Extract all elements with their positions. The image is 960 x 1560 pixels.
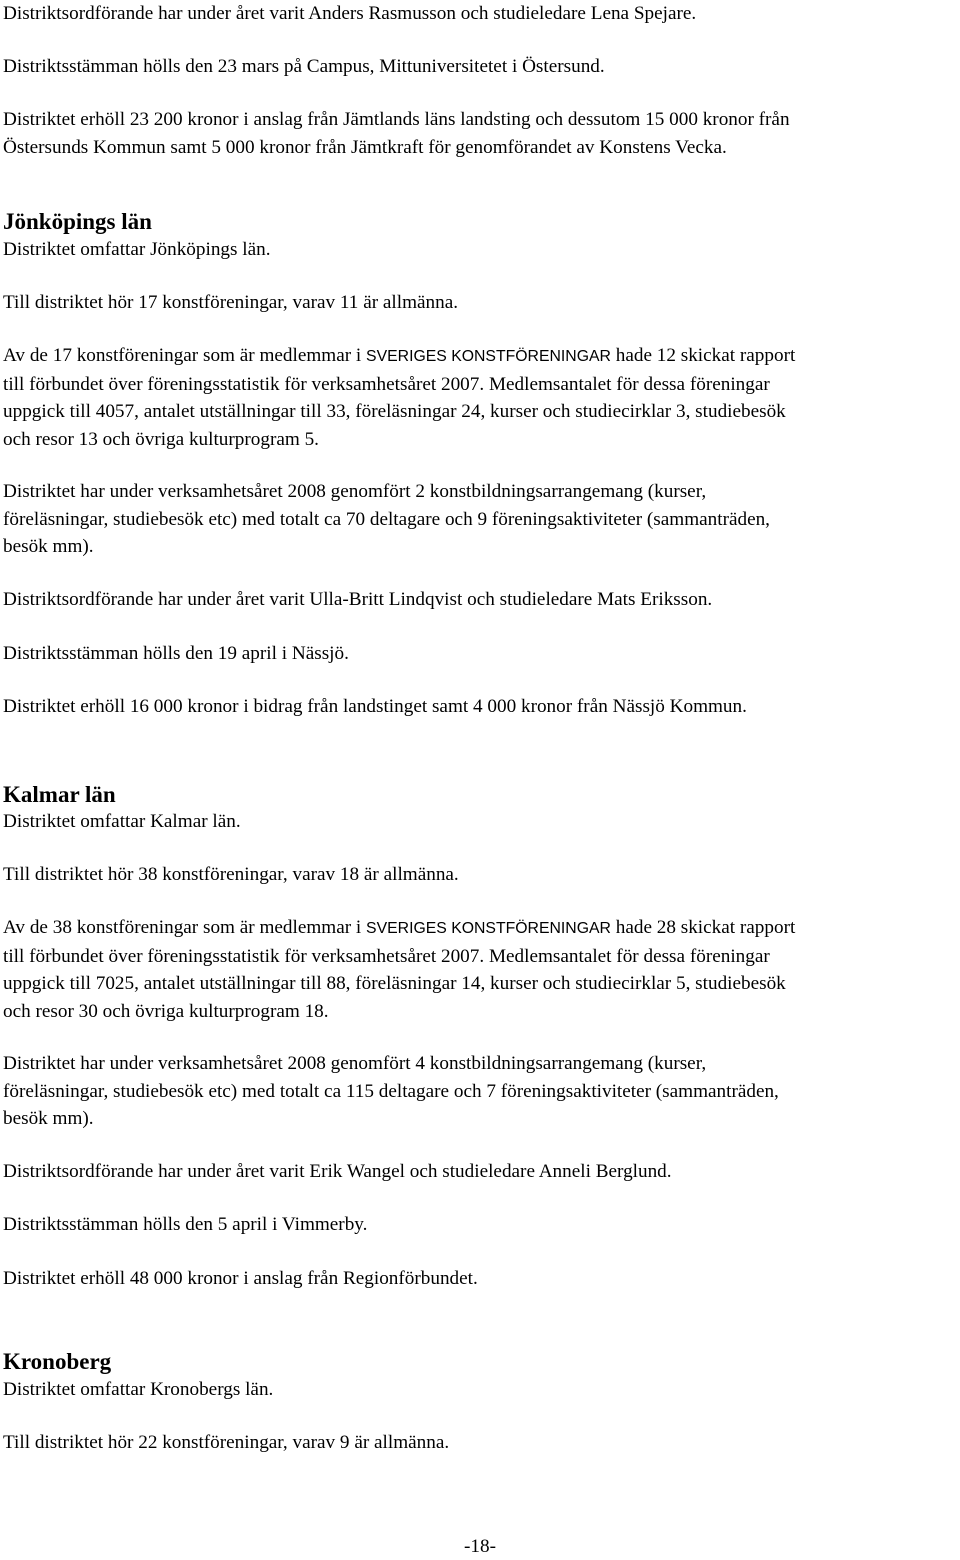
stats-text: Av de 38 konstföreningar som är medlemmar i [3,917,367,938]
kalmar-members-text: Till distriktet hör 38 konstföreningar, varav 18 är allmänna. [3,864,459,885]
kalmar-chair-text: Distriktsordförande har under året varit Erik Wangel och studieledare Anneli Berglund. [3,1161,672,1182]
kalmar-activity-line: besök mm). [3,1108,94,1130]
stats-text: hade 28 skickat rapport [610,917,796,938]
kalmar-stats-line: och resor 30 och övriga kulturprogram 18. [3,1000,329,1022]
stats-text: Av de 17 konstföreningar som är medlemmar i [3,345,367,366]
kalmar-stats-paragraph [3,914,958,1025]
jonkoping-stats-line [3,342,958,371]
jonkoping-members-text: Till distriktet hör 17 konstföreningar, varav 11 är allmänna. [3,292,459,313]
jonkoping-stats-line: och resor 13 och övriga kulturprogram 5. [3,428,319,450]
jonkoping-activity-line: besök mm). [3,536,94,558]
jonkoping-covers-text: Distriktet omfattar Jönköpings län. [3,239,271,260]
organization-name: SVERIGES KONSTFÖRENINGAR [366,348,611,365]
jonkoping-funding-text: Distriktet erhöll 16 000 kronor i bidrag från landstinget samt 4 000 kronor från Nässjö Kommun. [3,696,747,717]
organization-name: SVERIGES KONSTFÖRENINGAR [366,920,611,937]
intro-meeting-text: Distriktsstämman hölls den 23 mars på Campus, Mittuniversitetet i Östersund. [3,56,605,77]
kronoberg-members-text: Till distriktet hör 22 konstföreningar, varav 9 är allmänna. [3,1432,450,1453]
jonkoping-stats-paragraph [3,342,958,453]
intro-funding-paragraph [3,106,958,161]
section-heading-kalmar: Kalmar län [3,782,116,807]
kalmar-stats-line: uppgick till 7025, antalet utställningar till 88, föreläsningar 14, kurser och studiecirklar 5, studiebesök [3,973,786,995]
kalmar-activity-paragraph [3,1050,958,1133]
intro-funding-line: Östersunds Kommun samt 5 000 kronor från Jämtkraft för genomförandet av Konstens Vecka. [3,136,727,158]
jonkoping-stats-line: till förbundet över föreningsstatistik för verksamhetsåret 2007. Medlemsantalet för dessa föreningar [3,373,770,395]
jonkoping-activity-paragraph [3,478,958,561]
jonkoping-stats-line: uppgick till 4057, antalet utställningar till 33, föreläsningar 24, kurser och studiecirklar 3, studiebesök [3,401,786,423]
kalmar-stats-line: till förbundet över föreningsstatistik för verksamhetsåret 2007. Medlemsantalet för dessa föreningar [3,945,770,967]
kalmar-activity-line: Distriktet har under verksamhetsåret 2008 genomfört 4 konstbildningsarrangemang (kurser, [3,1053,707,1074]
jonkoping-meeting-text: Distriktsstämman hölls den 19 april i Nässjö. [3,643,349,664]
intro-funding-line: Distriktet erhöll 23 200 kronor i anslag från Jämtlands läns landsting och dessutom 15 000 kronor från [3,109,790,130]
kalmar-activity-line: föreläsningar, studiebesök etc) med totalt ca 115 deltagare och 7 föreningsaktiviteter (sammanträden, [3,1080,779,1102]
page-number: -18- [464,1536,496,1557]
section-heading-jonkoping: Jönköpings län [3,209,152,234]
kalmar-funding-text: Distriktet erhöll 48 000 kronor i anslag från Regionförbundet. [3,1268,478,1289]
kalmar-stats-line [3,914,958,943]
jonkoping-activity-line: föreläsningar, studiebesök etc) med totalt ca 70 deltagare och 9 föreningsaktiviteter (sammanträden, [3,508,770,530]
jonkoping-activity-line: Distriktet har under verksamhetsåret 2008 genomfört 2 konstbildningsarrangemang (kurser, [3,481,707,502]
jonkoping-chair-text: Distriktsordförande har under året varit Ulla-Britt Lindqvist och studieledare Mats Eriksson. [3,589,713,610]
kronoberg-covers-text: Distriktet omfattar Kronobergs län. [3,1379,274,1400]
kalmar-meeting-text: Distriktsstämman hölls den 5 april i Vimmerby. [3,1214,368,1235]
section-heading-kronoberg: Kronoberg [3,1349,112,1374]
kalmar-covers-text: Distriktet omfattar Kalmar län. [3,811,241,832]
intro-chair-text: Distriktsordförande har under året varit Anders Rasmusson och studieledare Lena Spejare. [3,3,697,24]
stats-text: hade 12 skickat rapport [610,345,796,366]
